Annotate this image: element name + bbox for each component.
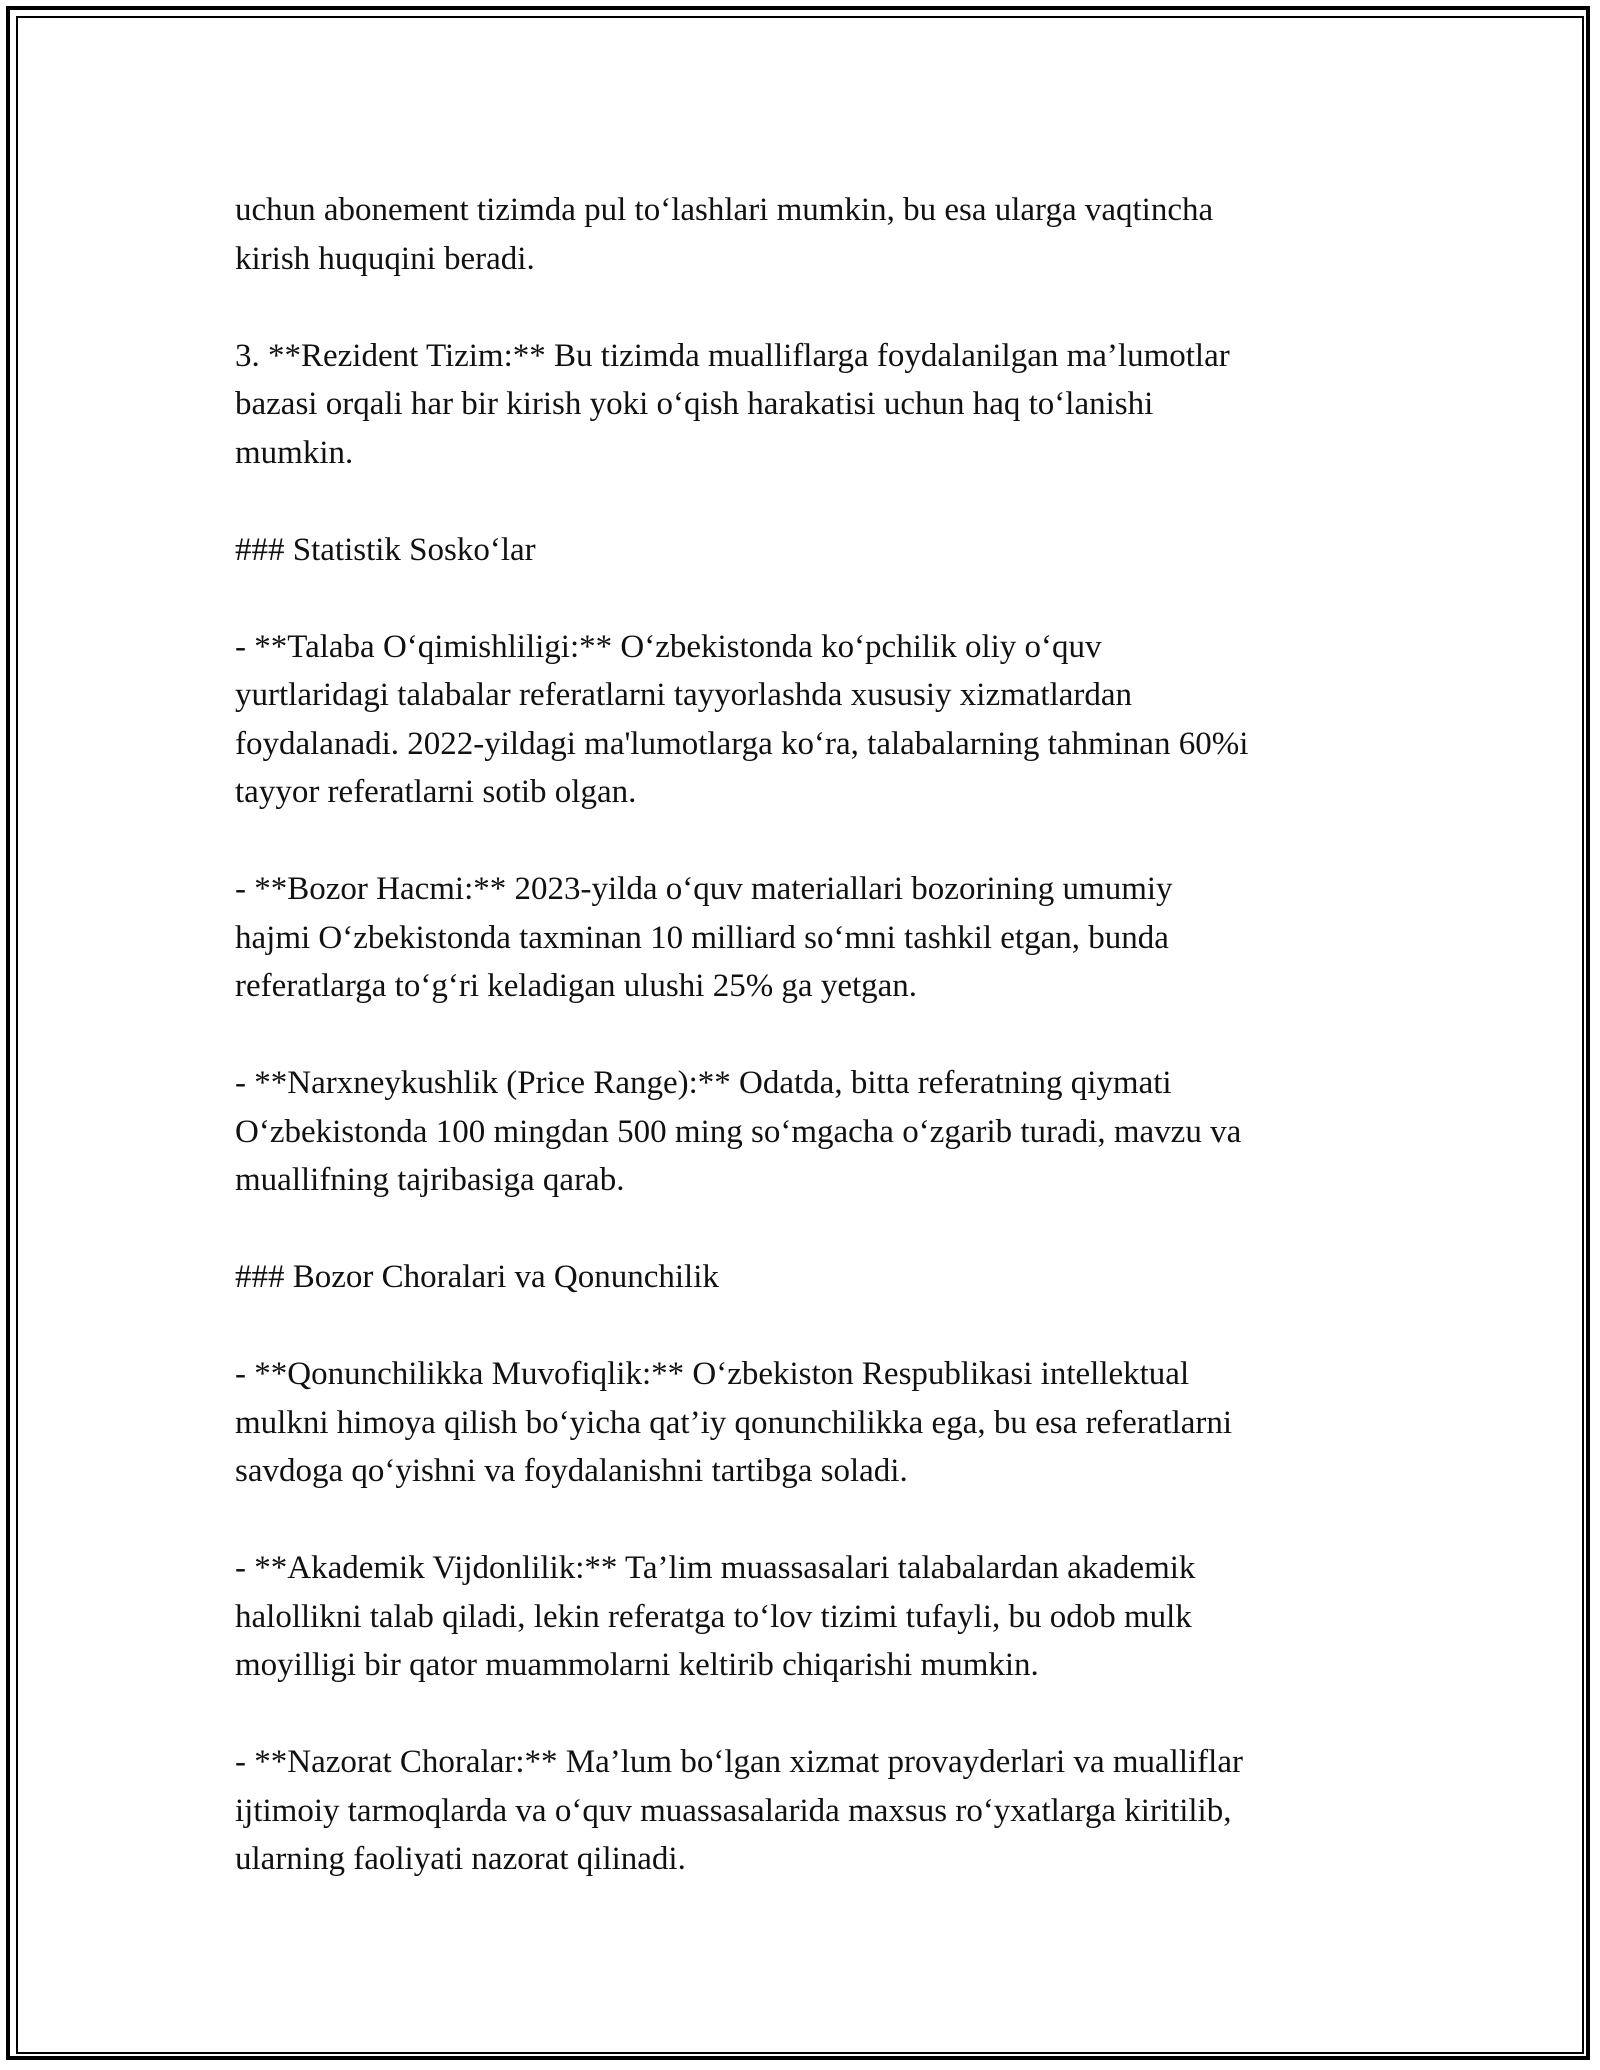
paragraph xyxy=(235,1350,1385,1496)
text-line: tayyor referatlarni sotib olgan. xyxy=(235,774,637,810)
text-line: - **Nazorat Choralar:** Ma’lum bo‘lgan xizmat provayderlari va mualliflar xyxy=(235,1744,1243,1780)
text-line: mumkin. xyxy=(235,434,354,471)
paragraph xyxy=(235,186,1385,283)
paragraph xyxy=(235,865,1385,1011)
paragraph xyxy=(235,1253,1385,1302)
paragraph xyxy=(235,526,1385,575)
text-line: muallifning tajribasiga qarab. xyxy=(235,1162,625,1198)
text-line: ### Bozor Choralari va Qonunchilik xyxy=(235,1259,719,1295)
text-line: - **Talaba O‘qimishliligi:** O‘zbekistonda ko‘pchilik oliy o‘quv xyxy=(235,628,1102,665)
paragraph xyxy=(235,1738,1385,1884)
text-line: savdoga qo‘yishni va foydalanishni tartibga soladi. xyxy=(235,1453,908,1489)
text-line: O‘zbekistonda 100 mingdan 500 ming so‘mgacha o‘zgarib turadi, mavzu va xyxy=(235,1113,1242,1150)
text-line: kirish huquqini beradi. xyxy=(235,240,535,277)
text-line: - **Narxneykushlik (Price Range):** Odatda, bitta referatning qiymati xyxy=(235,1065,1172,1101)
text-line: ### Statistik Sosko‘lar xyxy=(235,531,536,568)
paragraph xyxy=(235,332,1385,478)
text-line: hajmi O‘zbekistonda taxminan 10 milliard so‘mni tashkil etgan, bunda xyxy=(235,919,1169,956)
text-line: mulkni himoya qilish bo‘yicha qat’iy qonunchilikka ega, bu esa referatlarni xyxy=(235,1404,1233,1441)
paragraph xyxy=(235,1059,1385,1205)
text-line: bazasi orqali har bir kirish yoki o‘qish harakatisi uchun haq to‘lanishi xyxy=(235,386,1154,422)
text-line: ularning faoliyati nazorat qilinadi. xyxy=(235,1841,686,1877)
paragraph xyxy=(235,623,1385,817)
text-line: uchun abonement tizimda pul to‘lashlari mumkin, bu esa ularga vaqtincha xyxy=(235,192,1214,228)
text-line: 3. **Rezident Tizim:** Bu tizimda mualliflarga foydalanilgan ma’lumotlar xyxy=(235,337,1230,374)
text-line: - **Akademik Vijdonlilik:** Ta’lim muassasalari talabalardan akademik xyxy=(235,1550,1196,1586)
document-body xyxy=(235,186,1385,1932)
text-line: foydalanadi. 2022-yildagi ma'lumotlarga ko‘ra, talabalarning tahminan 60%i xyxy=(235,725,1249,762)
text-line: ijtimoiy tarmoqlarda va o‘quv muassasalarida maxsus ro‘yxatlarga kiritilib, xyxy=(235,1792,1232,1829)
text-line: referatlarga to‘g‘ri keladigan ulushi 25% ga yetgan. xyxy=(235,968,918,1004)
text-line: halollikni talab qiladi, lekin referatga to‘lov tizimi tufayli, bu odob mulk xyxy=(235,1598,1192,1635)
text-line: - **Bozor Hacmi:** 2023-yilda o‘quv materiallari bozorining umumiy xyxy=(235,871,1173,907)
text-line: yurtlaridagi talabalar referatlarni tayyorlashda xususiy xizmatlardan xyxy=(235,677,1133,713)
paragraph xyxy=(235,1544,1385,1690)
text-line: - **Qonunchilikka Muvofiqlik:** O‘zbekiston Respublikasi intellektual xyxy=(235,1356,1190,1392)
text-line: moyilligi bir qator muammolarni keltirib chiqarishi mumkin. xyxy=(235,1647,1039,1683)
